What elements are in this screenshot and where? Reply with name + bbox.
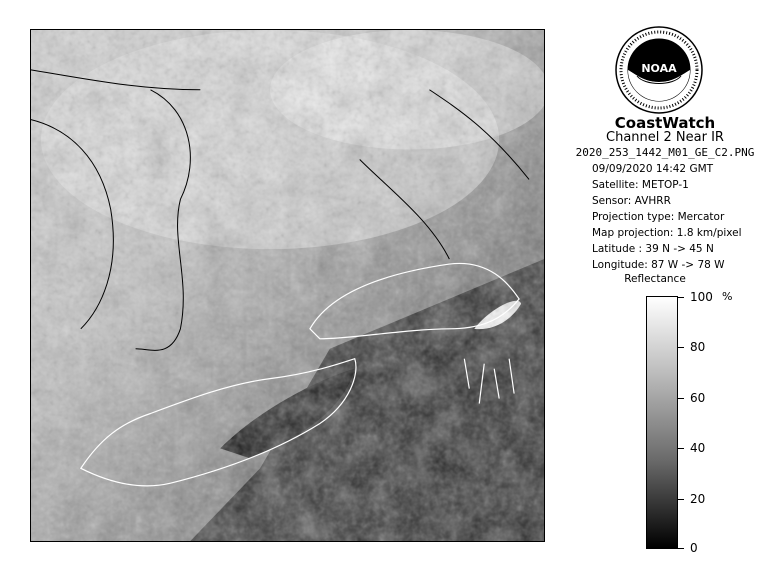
image-filename: 2020_253_1442_M01_GE_C2.PNG <box>575 146 755 159</box>
map-projection-label: Map projection: 1.8 km/pixel <box>592 227 742 239</box>
satellite-image <box>30 29 545 542</box>
colorbar-tick <box>678 499 684 500</box>
longitude-label: Longitude: 87 W -> 78 W <box>592 259 725 271</box>
colorbar-unit: % <box>722 290 733 303</box>
sensor-label: Sensor: AVHRR <box>592 195 671 207</box>
colorbar-tick <box>678 548 684 549</box>
colorbar-tick-label: 60 <box>690 391 706 405</box>
satellite-label: Satellite: METOP-1 <box>592 179 689 191</box>
reflectance-colorbar <box>646 296 678 549</box>
colorbar-title: Reflectance <box>624 273 686 285</box>
latitude-label: Latitude : 39 N -> 45 N <box>592 243 714 255</box>
colorbar-tick <box>678 297 684 298</box>
colorbar-tick <box>678 448 684 449</box>
colorbar-tick-label: 0 <box>690 541 698 555</box>
channel-title: Channel 2 Near IR <box>606 130 724 145</box>
app-brand: CoastWatch <box>614 114 716 132</box>
colorbar-tick <box>678 398 684 399</box>
colorbar-tick-label: 20 <box>690 492 706 506</box>
projection-type-label: Projection type: Mercator <box>592 211 725 223</box>
noaa-logo-icon <box>615 26 703 114</box>
colorbar-tick-label: 80 <box>690 340 706 354</box>
colorbar-tick-label: 100 <box>690 290 713 304</box>
colorbar-tick <box>678 347 684 348</box>
svg-text:NOAA: NOAA <box>641 62 677 75</box>
acquisition-date: 09/09/2020 14:42 GMT <box>592 163 714 175</box>
colorbar-tick-label: 40 <box>690 441 706 455</box>
